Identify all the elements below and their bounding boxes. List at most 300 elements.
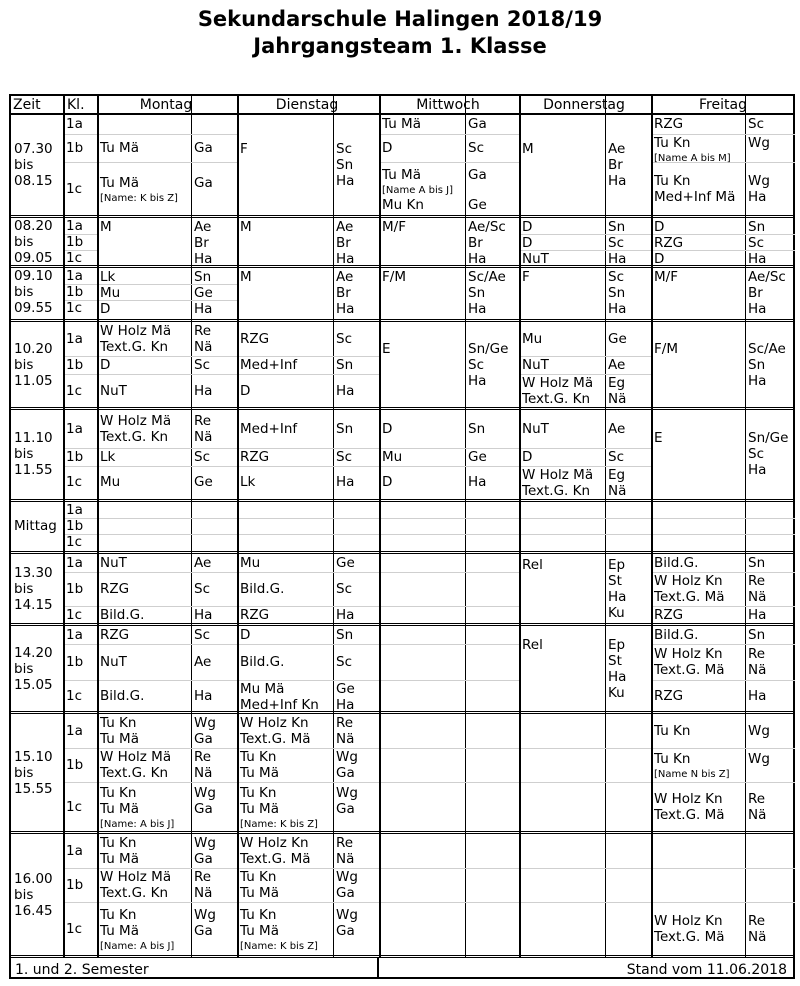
- column-divider: [465, 96, 466, 958]
- row-subdivider: [653, 534, 795, 535]
- teacher: Ha: [336, 474, 355, 490]
- subject: Tu Kn: [654, 135, 691, 151]
- teacher: Re Nä: [748, 573, 767, 605]
- class-label: 1a: [66, 555, 83, 571]
- teacher: Ha: [336, 383, 355, 399]
- teacher: Sc: [336, 449, 352, 465]
- teacher: Ae: [194, 654, 212, 670]
- teacher: Wg Ga: [336, 749, 358, 781]
- subject: Med+Inf: [240, 421, 298, 437]
- row-subdivider: [381, 518, 519, 519]
- subject: M: [522, 141, 534, 157]
- subject: Rel: [522, 557, 543, 573]
- class-subdivider: [65, 162, 97, 163]
- header-divider: [11, 113, 793, 115]
- subject: Bild.G.: [654, 555, 699, 571]
- header-mittwoch: Mittwoch: [416, 97, 480, 113]
- subject: Tu Kn Med+Inf Mä: [654, 173, 736, 205]
- teacher: Eg Nä: [608, 375, 627, 407]
- row-subdivider: [521, 518, 651, 519]
- subject: D: [240, 627, 251, 643]
- row-subdivider: [239, 374, 379, 375]
- period-time: 13.30 bis 14.15: [14, 565, 53, 613]
- subject: Mu Mä Med+Inf Kn: [240, 681, 319, 713]
- subject: Tu Kn Tu Mä: [240, 749, 279, 781]
- teacher: Ge: [608, 331, 627, 347]
- class-subdivider: [65, 534, 97, 535]
- teacher: Re Nä: [748, 646, 767, 678]
- header-dienstag: Dienstag: [275, 97, 339, 113]
- row-subdivider: [653, 748, 795, 749]
- teacher: Ga: [194, 140, 213, 156]
- class-subdivider: [65, 606, 97, 607]
- teacher: Re Nä: [748, 791, 767, 823]
- class-label: 1b: [66, 449, 84, 465]
- row-subdivider: [521, 902, 651, 903]
- row-subdivider: [653, 868, 795, 869]
- subject: D: [654, 219, 665, 235]
- column-divider: [237, 96, 239, 958]
- teacher: Ga: [194, 174, 213, 191]
- footer-column-divider: [377, 958, 379, 979]
- group-note: [Name A bis M]: [654, 153, 731, 164]
- column-divider: [333, 96, 334, 958]
- teacher: Wg Ga: [194, 835, 216, 867]
- class-subdivider: [65, 572, 97, 573]
- subject: Med+Inf: [240, 357, 298, 373]
- row-subdivider: [99, 518, 237, 519]
- group-note: [Name: K bis Z]: [240, 940, 318, 952]
- subject: NuT: [100, 383, 127, 399]
- teacher: Sn/Ge Sc Ha: [748, 430, 789, 478]
- row-subdivider: [521, 748, 651, 749]
- teacher: Sc Sn Ha: [336, 141, 355, 189]
- teacher: Sc/Ae Sn Ha: [748, 341, 786, 389]
- teacher: Ae/Sc Br Ha: [468, 219, 506, 267]
- row-subdivider: [99, 448, 237, 449]
- teacher: Sn: [336, 421, 354, 437]
- row-subdivider: [99, 134, 237, 135]
- column-divider: [97, 96, 99, 958]
- subject: RZG: [654, 688, 684, 704]
- class-subdivider: [65, 868, 97, 869]
- subject: Tu Kn Tu Mä: [100, 906, 139, 939]
- subject: W Holz Mä Text.G. Kn: [100, 413, 172, 445]
- subject: Mu: [100, 285, 121, 301]
- class-label: 1b: [66, 518, 84, 534]
- class-label: 1a: [66, 627, 83, 643]
- subject: D: [240, 383, 251, 399]
- period-divider: [11, 831, 793, 834]
- period-time: 10.20 bis 11.05: [14, 341, 53, 389]
- header-klasse: Kl.: [67, 97, 85, 113]
- period-divider: [11, 319, 793, 322]
- row-subdivider: [521, 782, 651, 783]
- subject: NuT: [522, 357, 549, 373]
- subject: F: [522, 269, 530, 285]
- row-subdivider: [381, 162, 519, 163]
- teacher: Sn/Ge Sc Ha: [468, 341, 509, 389]
- row-subdivider: [381, 902, 519, 903]
- teacher: Sn: [748, 219, 766, 235]
- school-title: Sekundarschule Halingen 2018/19: [197, 7, 603, 31]
- row-subdivider: [239, 534, 379, 535]
- teacher: Sc: [194, 449, 210, 465]
- class-subdivider: [65, 466, 97, 467]
- teacher: Ae: [194, 555, 212, 571]
- teacher: Sn: [748, 555, 766, 571]
- teacher: Ge: [468, 196, 487, 213]
- teacher: Sc Sn Ha: [608, 269, 627, 317]
- class-subdivider: [65, 374, 97, 375]
- column-divider: [191, 96, 192, 958]
- teacher: Ha: [748, 688, 767, 704]
- row-subdivider: [381, 748, 519, 749]
- teacher: Sc: [608, 235, 624, 251]
- teacher: Re Nä: [194, 413, 213, 445]
- teacher: Ep St Ha Ku: [608, 637, 627, 701]
- subject: M/F: [654, 269, 678, 285]
- teacher: Sn: [336, 627, 354, 643]
- class-label: 1b: [66, 234, 84, 250]
- period-time: 14.20 bis 15.05: [14, 645, 53, 693]
- subject: Bild.G.: [240, 654, 285, 670]
- class-subdivider: [65, 748, 97, 749]
- teacher: Ae Br Ha: [336, 219, 355, 267]
- subject: D: [382, 140, 393, 156]
- subject: W Holz Mä Text.G. Kn: [100, 869, 172, 901]
- row-subdivider: [239, 782, 379, 783]
- column-divider: [379, 96, 381, 958]
- teacher: Sc: [468, 140, 484, 156]
- class-label: 1c: [66, 799, 83, 815]
- column-divider: [519, 96, 521, 958]
- subject: RZG: [654, 607, 684, 623]
- group-note: [Name A bis J]: [382, 184, 453, 196]
- subject: W Holz Kn Text.G. Mä: [240, 835, 311, 867]
- class-subdivider: [65, 300, 97, 301]
- class-label: 1b: [66, 877, 84, 893]
- subject: F/M: [654, 341, 678, 357]
- row-subdivider: [381, 868, 519, 869]
- class-label: 1c: [66, 921, 83, 937]
- teacher: Wg Ga: [336, 784, 358, 817]
- teacher: Sc: [194, 627, 210, 643]
- subject: Tu Mä: [100, 140, 139, 156]
- group-note: [Name N bis Z]: [654, 768, 730, 780]
- row-subdivider: [653, 680, 795, 681]
- row-subdivider: [521, 868, 651, 869]
- row-subdivider: [239, 466, 379, 467]
- teacher: Ha: [748, 251, 767, 267]
- teacher: Wg Ga: [194, 715, 216, 747]
- subject: NuT: [522, 251, 549, 267]
- header-donnerstag: Donnerstag: [543, 97, 625, 113]
- teacher: Ep St Ha Ku: [608, 557, 627, 621]
- row-subdivider: [521, 448, 651, 449]
- teacher: Sc: [748, 116, 764, 132]
- teacher: Wg: [748, 135, 770, 151]
- row-subdivider: [381, 606, 519, 607]
- teacher: Sn: [194, 269, 212, 285]
- subject: M: [240, 269, 252, 285]
- period-divider: [11, 407, 793, 410]
- subject: Mu: [382, 449, 403, 465]
- row-subdivider: [99, 902, 237, 903]
- subject: Mu: [100, 474, 121, 490]
- row-subdivider: [381, 782, 519, 783]
- teacher: Ae Br Ha: [608, 141, 627, 189]
- teacher: Sn: [336, 357, 354, 373]
- subject: Bild.G.: [100, 607, 145, 623]
- subject: RZG: [654, 116, 684, 132]
- class-subdivider: [65, 644, 97, 645]
- team-title: Jahrgangsteam 1. Klasse: [253, 34, 547, 58]
- period-divider: [11, 215, 793, 218]
- row-subdivider: [381, 466, 519, 467]
- teacher: Sn: [608, 219, 626, 235]
- teacher: Sc: [748, 235, 764, 251]
- subject: Rel: [522, 637, 543, 653]
- subject: Mu: [240, 555, 261, 571]
- period-divider: [11, 265, 793, 268]
- period-time: 08.20 bis 09.05: [14, 218, 53, 266]
- subject: W Holz Mä Text.G. Kn: [100, 749, 172, 781]
- subject: Tu Mä: [382, 166, 421, 183]
- teacher: Re Nä: [336, 715, 355, 747]
- teacher: Re Nä: [748, 913, 767, 945]
- column-divider: [745, 96, 746, 958]
- subject: W Holz Kn Text.G. Mä: [654, 646, 725, 678]
- period-time: 16.00 bis 16.45: [14, 871, 53, 919]
- subject: RZG: [654, 235, 684, 251]
- class-subdivider: [65, 680, 97, 681]
- header-zeit: Zeit: [13, 97, 41, 113]
- teacher: Sn: [748, 627, 766, 643]
- class-label: 1b: [66, 581, 84, 597]
- teacher: Sc: [608, 449, 624, 465]
- subject: W Holz Kn Text.G. Mä: [654, 791, 725, 823]
- subject: NuT: [100, 654, 127, 670]
- subject: RZG: [240, 331, 270, 347]
- subject: NuT: [100, 555, 127, 571]
- teacher: Re Nä: [194, 749, 213, 781]
- subject: Mu: [522, 331, 543, 347]
- subject: Tu Kn: [654, 750, 691, 767]
- subject: NuT: [522, 421, 549, 437]
- teacher: Ha: [468, 474, 487, 490]
- teacher: Ha: [194, 301, 213, 317]
- period-time: Mittag: [14, 518, 57, 534]
- class-label: 1b: [66, 357, 84, 373]
- subject: RZG: [240, 449, 270, 465]
- teacher: Re Nä: [194, 869, 213, 901]
- class-label: 1c: [66, 534, 83, 550]
- teacher: Sc: [336, 581, 352, 597]
- subject: Tu Kn Tu Mä: [100, 715, 139, 747]
- class-label: 1a: [66, 723, 83, 739]
- subject: RZG: [100, 581, 130, 597]
- teacher: Ge: [468, 449, 487, 465]
- row-subdivider: [239, 518, 379, 519]
- row-subdivider: [521, 234, 651, 235]
- subject: D: [100, 357, 111, 373]
- teacher: Ga: [468, 116, 487, 132]
- subject: Tu Kn Tu Mä: [240, 869, 279, 901]
- teacher: Ha: [748, 607, 767, 623]
- teacher: Sc: [194, 357, 210, 373]
- period-divider: [11, 551, 793, 554]
- class-label: 1a: [66, 502, 83, 518]
- class-label: 1c: [66, 474, 83, 490]
- column-divider: [651, 96, 653, 958]
- teacher: Sn: [468, 421, 486, 437]
- teacher: Ha: [194, 383, 213, 399]
- subject: M/F: [382, 219, 406, 235]
- class-label: 1c: [66, 383, 83, 399]
- row-subdivider: [653, 782, 795, 783]
- subject: W Holz Mä Text.G. Kn: [522, 467, 594, 499]
- row-subdivider: [521, 534, 651, 535]
- teacher: Ha: [608, 251, 627, 267]
- class-label: 1c: [66, 250, 83, 266]
- teacher: Wg Ga: [336, 869, 358, 901]
- row-subdivider: [239, 644, 379, 645]
- row-subdivider: [99, 644, 237, 645]
- teacher: Ae/Sc Br Ha: [748, 269, 786, 317]
- row-subdivider: [239, 572, 379, 573]
- subject: E: [382, 341, 391, 357]
- teacher: Ae Br Ha: [194, 219, 213, 267]
- class-label: 1c: [66, 181, 83, 197]
- group-note: [Name: K bis Z]: [100, 192, 178, 204]
- teacher: Ge: [194, 474, 213, 490]
- class-label: 1a: [66, 218, 83, 234]
- column-divider: [605, 96, 606, 958]
- teacher: Re Nä: [336, 835, 355, 867]
- subject: Tu Kn: [654, 723, 691, 739]
- class-label: 1a: [66, 331, 83, 347]
- row-subdivider: [381, 572, 519, 573]
- subject: W Holz Kn Text.G. Mä: [240, 715, 311, 747]
- row-subdivider: [653, 518, 795, 519]
- teacher: Sc: [336, 331, 352, 347]
- timetable: [9, 94, 795, 979]
- subject: D: [382, 421, 393, 437]
- class-subdivider: [65, 250, 97, 251]
- row-subdivider: [381, 134, 519, 135]
- teacher: Ae Br Ha: [336, 269, 355, 317]
- teacher: Sc: [194, 581, 210, 597]
- subject: F: [240, 141, 248, 157]
- class-label: 1c: [66, 300, 83, 316]
- teacher: Ha: [194, 607, 213, 623]
- class-label: 1a: [66, 843, 83, 859]
- subject: W Holz Mä Text.G. Kn: [100, 323, 172, 355]
- subject: Tu Mä: [100, 174, 139, 191]
- period-time: 15.10 bis 15.55: [14, 749, 53, 797]
- subject: D: [654, 251, 665, 267]
- subject: D: [522, 449, 533, 465]
- row-subdivider: [99, 782, 237, 783]
- subject: Bild.G.: [654, 627, 699, 643]
- subject: W Holz Mä Text.G. Kn: [522, 375, 594, 407]
- column-divider: [63, 96, 65, 958]
- subject: Tu Mä: [382, 116, 421, 132]
- class-label: 1b: [66, 140, 84, 156]
- class-label: 1a: [66, 421, 83, 437]
- subject: W Holz Kn Text.G. Mä: [654, 913, 725, 945]
- teacher: Ge: [194, 285, 213, 301]
- subject: Tu Kn Tu Mä: [100, 784, 139, 817]
- teacher: Eg Nä: [608, 467, 627, 499]
- subject: D: [522, 219, 533, 235]
- footer-semester: 1. und 2. Semester: [15, 962, 149, 978]
- class-label: 1b: [66, 654, 84, 670]
- subject: M: [240, 219, 252, 235]
- period-divider: [11, 711, 793, 714]
- teacher: Re Nä: [194, 323, 213, 355]
- subject: F/M: [382, 269, 406, 285]
- row-subdivider: [239, 902, 379, 903]
- document-title: [0, 6, 800, 60]
- subject: D: [522, 235, 533, 251]
- class-label: 1b: [66, 284, 84, 300]
- class-label: 1a: [66, 116, 83, 132]
- period-time: 11.10 bis 11.55: [14, 430, 53, 478]
- teacher: Ge: [336, 555, 355, 571]
- teacher: Wg: [748, 723, 770, 739]
- class-subdivider: [65, 448, 97, 449]
- teacher: Ge Ha: [336, 681, 355, 713]
- row-subdivider: [99, 466, 237, 467]
- teacher: Ga: [468, 166, 487, 183]
- class-subdivider: [65, 902, 97, 903]
- footer-stand: Stand vom 11.06.2018: [626, 962, 787, 978]
- subject: E: [654, 430, 663, 446]
- row-subdivider: [99, 162, 237, 163]
- teacher: Wg Ha: [748, 173, 770, 205]
- period-time: 09.10 bis 09.55: [14, 268, 53, 316]
- period-time: 07.30 bis 08.15: [14, 141, 53, 189]
- row-subdivider: [381, 534, 519, 535]
- header-montag: Montag: [139, 97, 193, 113]
- subject: RZG: [100, 627, 130, 643]
- class-subdivider: [65, 518, 97, 519]
- row-subdivider: [99, 356, 237, 357]
- footer-divider: [11, 955, 793, 958]
- class-subdivider: [65, 234, 97, 235]
- teacher: Ha: [336, 607, 355, 623]
- class-label: 1c: [66, 688, 83, 704]
- subject: Bild.G.: [240, 581, 285, 597]
- group-note: [Name: K bis Z]: [240, 818, 318, 830]
- subject: Mu Kn: [382, 196, 424, 213]
- row-subdivider: [99, 572, 237, 573]
- row-subdivider: [99, 374, 237, 375]
- class-label: 1a: [66, 268, 83, 284]
- subject: D: [382, 474, 393, 490]
- class-label: 1b: [66, 757, 84, 773]
- subject: Tu Kn Tu Mä: [240, 906, 279, 939]
- subject: W Holz Kn Text.G. Mä: [654, 573, 725, 605]
- class-label: 1c: [66, 607, 83, 623]
- subject: M: [100, 219, 112, 235]
- subject: Bild.G.: [100, 688, 145, 704]
- class-subdivider: [65, 134, 97, 135]
- row-subdivider: [653, 644, 795, 645]
- teacher: Sc/Ae Sn Ha: [468, 269, 506, 317]
